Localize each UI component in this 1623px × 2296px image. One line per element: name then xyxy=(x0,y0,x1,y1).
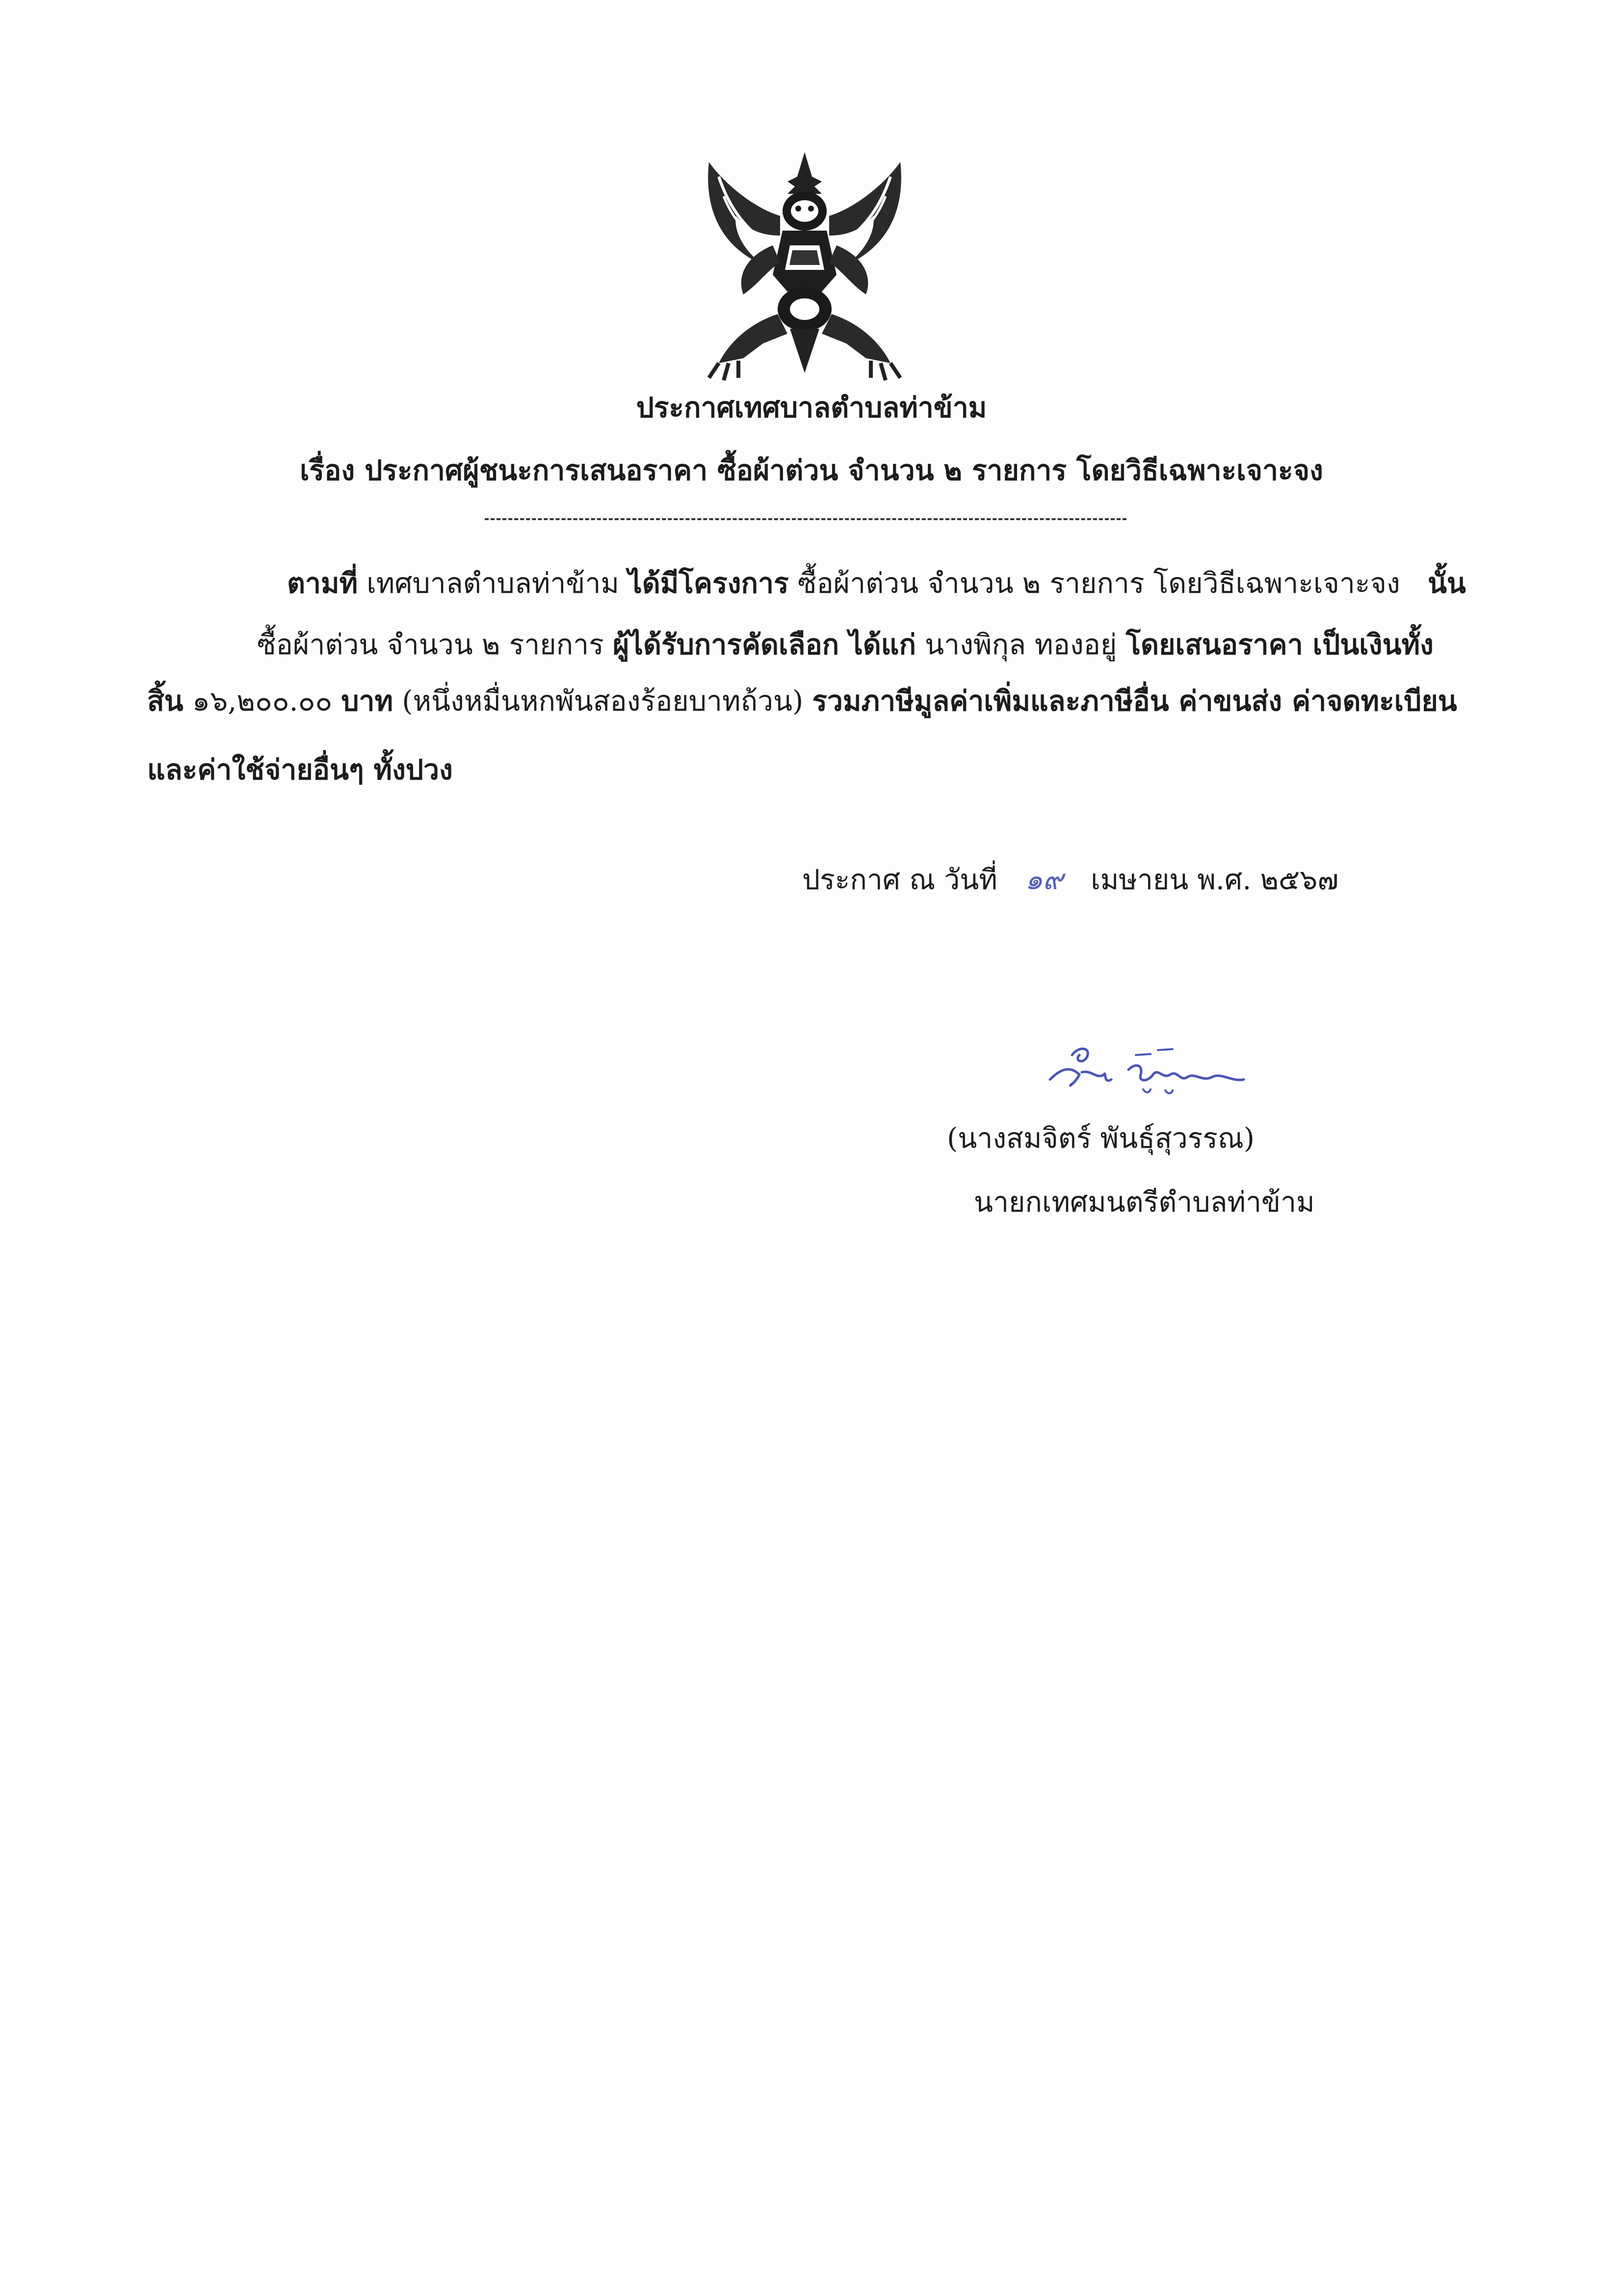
p3-rest: รวมภาษีมูลค่าเพิ่มและภาษีอื่น ค่าขนส่ง ค่าจดทะเบียน xyxy=(812,685,1457,717)
date-month-year: เมษายน พ.ศ. ๒๕๖๗ xyxy=(1091,864,1339,896)
p3-words: (หนึ่งหมื่นหกพันสองร้อยบาทถ้วน) xyxy=(402,685,804,717)
p3-unit: บาท xyxy=(341,685,393,717)
paragraph-line-1 xyxy=(287,569,1466,598)
paragraph-line-3 xyxy=(147,687,1457,715)
paragraph-line-4: และค่าใช้จ่ายอื่นๆ ทั้งปวง xyxy=(147,753,453,786)
p3-prefix: สิ้น xyxy=(147,685,183,717)
garuda-emblem-icon xyxy=(689,147,920,383)
p2-selected-label: ผู้ได้รับการคัดเลือก ได้แก่ xyxy=(612,628,916,661)
announcement-subject: เรื่อง ประกาศผู้ชนะการเสนอราคา ซื้อผ้าต่วน จำนวน ๒ รายการ โดยวิธีเฉพาะเจาะจง xyxy=(300,454,1323,487)
p1-project-label: ได้มีโครงการ xyxy=(628,567,789,600)
announcement-title: ประกาศเทศบาลตำบลท่าข้าม xyxy=(636,391,987,424)
handwritten-signature-icon xyxy=(1045,1035,1251,1099)
date-day: ๑๙ xyxy=(1025,864,1063,896)
divider xyxy=(485,518,1126,520)
p1-prefix: ตามที่ xyxy=(287,567,358,600)
p2-item: ซื้อผ้าต่วน จำนวน ๒ รายการ xyxy=(257,629,604,661)
p1-project: ซื้อผ้าต่วน จำนวน ๒ รายการ โดยวิธีเฉพาะเจาะจง xyxy=(797,567,1400,600)
date-label: ประกาศ ณ วันที่ xyxy=(802,864,997,896)
p3-amount: ๑๖,๒๐๐.๐๐ xyxy=(192,685,333,717)
date-line xyxy=(802,866,1338,894)
paragraph-line-2 xyxy=(257,628,1434,661)
signatory-position: นายกเทศมนตรีตำบลท่าข้าม xyxy=(974,1186,1315,1218)
p1-org: เทศบาลตำบลท่าข้าม xyxy=(366,567,619,600)
p2-winner: นางพิกุล ทองอยู่ xyxy=(925,629,1117,661)
p1-end: นั้น xyxy=(1427,567,1466,600)
signatory-name: (นางสมจิตร์ พันธุ์สุวรรณ) xyxy=(947,1122,1255,1155)
p2-price-label: โดยเสนอราคา เป็นเงินทั้ง xyxy=(1126,628,1434,661)
